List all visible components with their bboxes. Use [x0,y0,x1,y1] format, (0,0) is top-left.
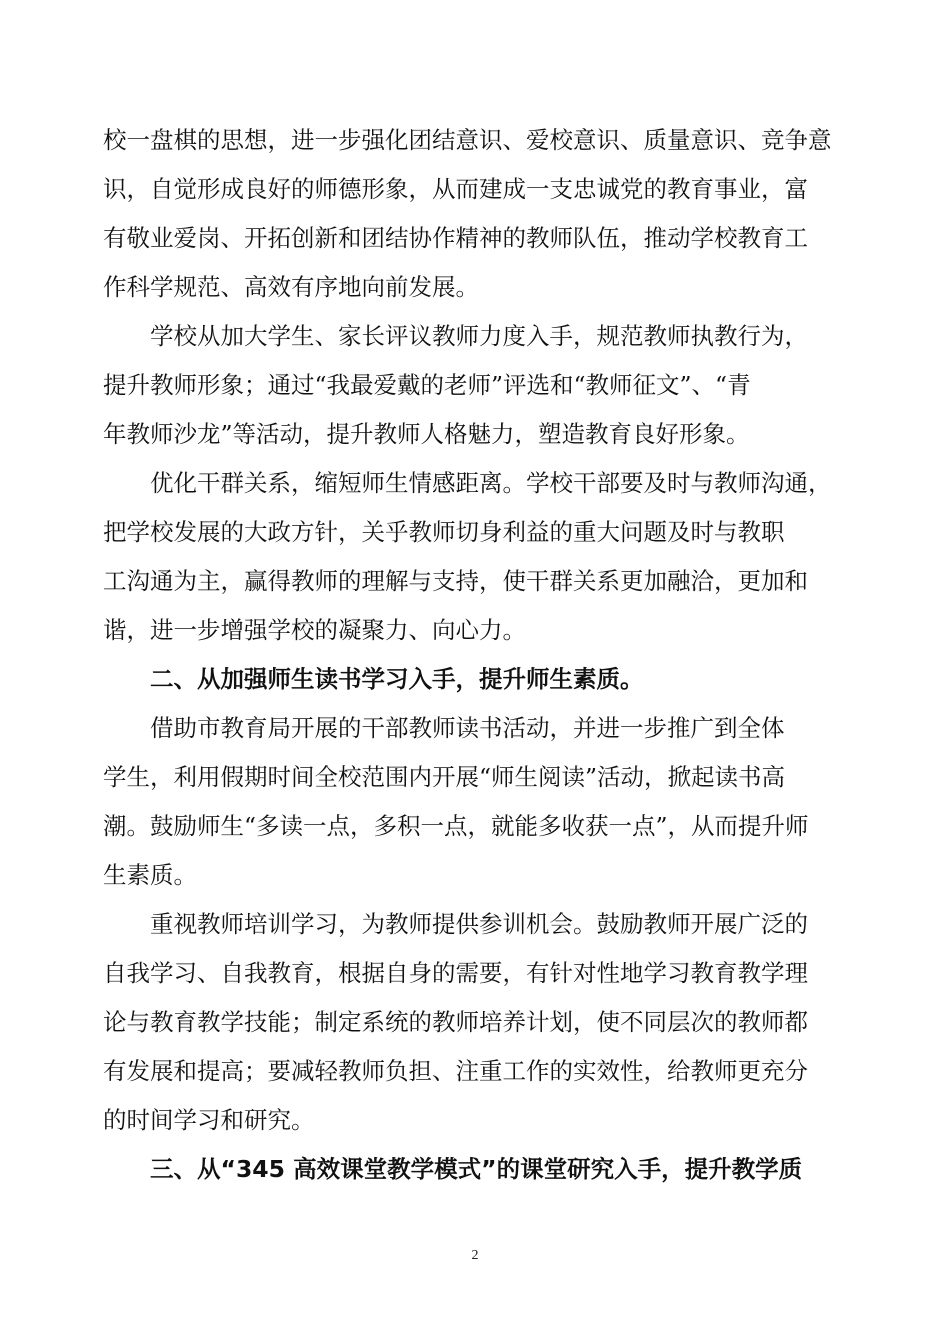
text-line: 潮。鼓励师生“多读一点，多积一点，就能多收获一点”，从而提升师 [103,812,809,840]
text-line: 把学校发展的大政方针，关乎教师切身利益的重大问题及时与教职 [103,518,785,546]
text-line: 学生，利用假期时间全校范围内开展“师生阅读”活动，掀起读书高 [103,763,786,791]
text-line: 生素质。 [103,861,197,889]
paragraph-start-line: 借助市教育局开展的干部教师读书活动，并进一步推广到全体 [150,714,785,742]
text-line: 校一盘棋的思想，进一步强化团结意识、爱校意识、质量意识、竞争意 [103,126,832,154]
page-number: 2 [471,1248,479,1263]
text-line: 年教师沙龙”等活动，提升教师人格魅力，塑造教育良好形象。 [103,420,750,448]
paragraph-start-line: 优化干群关系，缩短师生情感距离。学校干部要及时与教师沟通， [150,469,832,497]
text-line: 作科学规范、高效有序地向前发展。 [103,273,479,301]
section-heading: 二、从加强师生读书学习入手，提升师生素质。 [150,665,644,693]
text-line: 自我学习、自我教育，根据自身的需要，有针对性地学习教育教学理 [103,959,808,987]
text-line: 有发展和提高；要减轻教师负担、注重工作的实效性，给教师更充分 [103,1057,808,1085]
paragraph-start-line: 重视教师培训学习，为教师提供参训机会。鼓励教师开展广泛的 [150,910,808,938]
text-line: 有敬业爱岗、开拓创新和团结协作精神的教师队伍，推动学校教育工 [103,224,808,252]
text-line: 工沟通为主，赢得教师的理解与支持，使干群关系更加融洽，更加和 [103,567,808,595]
text-line: 的时间学习和研究。 [103,1106,315,1134]
paragraph-start-line: 学校从加大学生、家长评议教师力度入手，规范教师执教行为， [150,322,808,350]
text-line: 识，自觉形成良好的师德形象，从而建成一支忠诚党的教育事业，富 [103,175,808,203]
section-heading: 三、从“345 高效课堂教学模式”的课堂研究入手，提升教学质 [150,1155,803,1183]
text-line: 提升教师形象；通过“我最爱戴的老师”评选和“教师征文”、“青 [103,371,751,399]
body-text [103,116,855,1194]
text-line: 谐，进一步增强学校的凝聚力、向心力。 [103,616,526,644]
text-line: 论与教育教学技能；制定系统的教师培养计划，使不同层次的教师都 [103,1008,808,1036]
